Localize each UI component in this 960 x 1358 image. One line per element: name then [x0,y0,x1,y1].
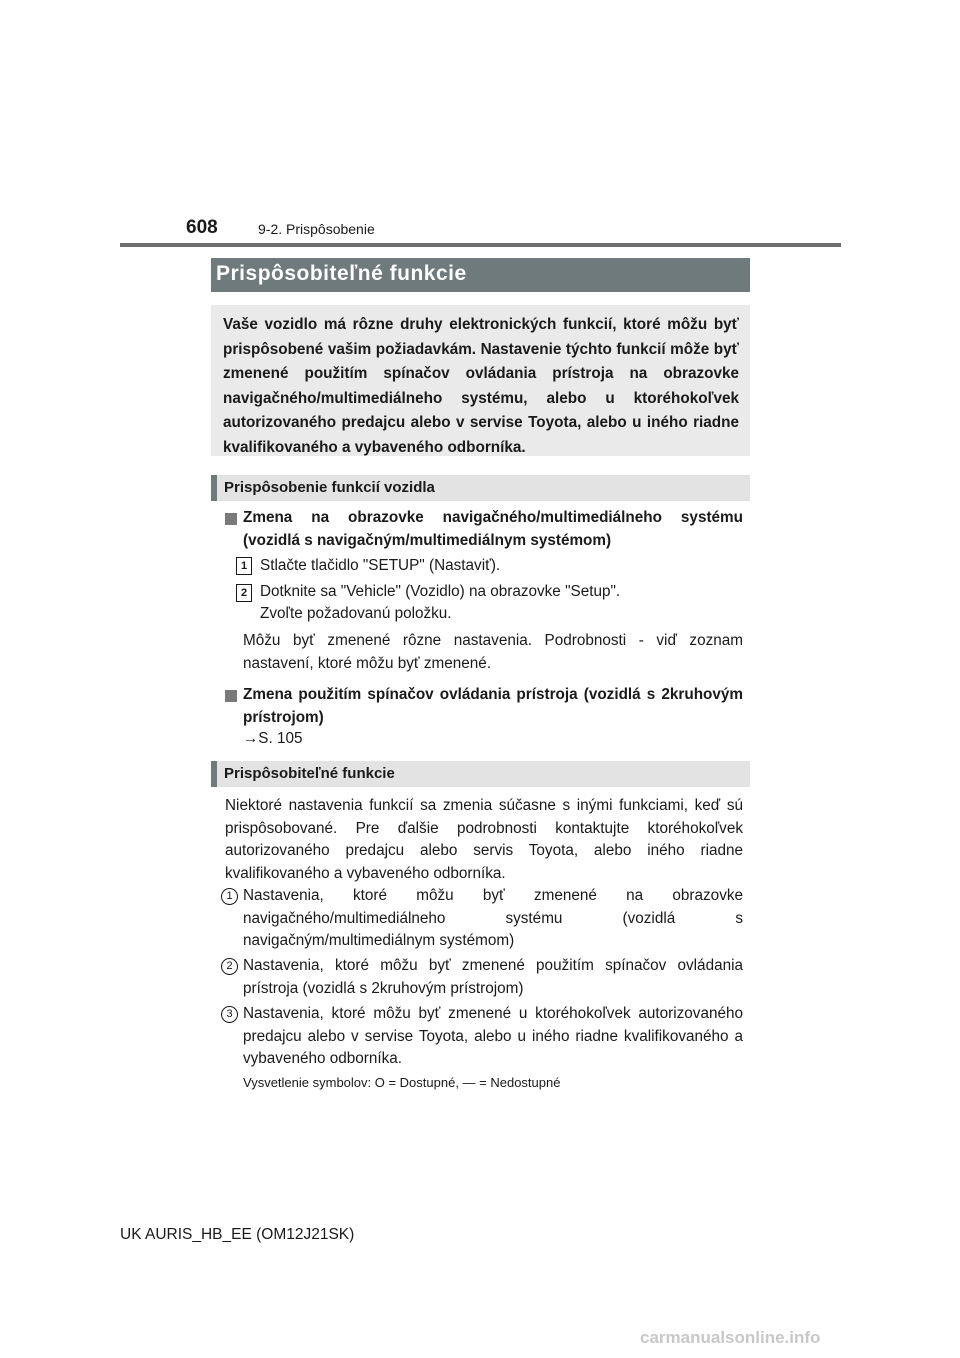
item-title-navigation: Zmena na obrazovke navigačného/multimediálneho systému (vozidlá s navigačným/multimediálnym systémom) [243,509,743,549]
item1-note: Môžu byť zmenené rôzne nastavenia. Podrobnosti - viď zoznam nastavení, ktoré môžu byť zmenené. [243,632,743,672]
heading-accent [211,761,217,787]
watermark: carmanualsonline.info [640,1328,821,1347]
section-label: 9-2. Prispôsobenie [258,221,375,237]
circle-number-3: 3 [221,1006,238,1023]
functions-paragraph: Niektoré nastavenia funkcií sa zmenia súčasne s inými funkciami, keď sú prispôsobované. Pre ďalšie podrobnosti kontaktujte ktoréhokoľvek autorizovaného predajcu alebo servis Toyota, alebo iného riadne kvalifikovaného a vybaveného odborníka. [225,797,743,882]
footer-code: UK AURIS_HB_EE (OM12J21SK) [120,1226,355,1243]
page-reference: →S. 105 [243,730,303,747]
circle-number-1: 1 [221,888,238,905]
section-heading-text: Prispôsobenie funkcií vozidla [224,479,435,496]
page-title-bar [211,258,750,292]
step-number-2: 2 [236,584,252,602]
symbol-legend: Vysvetlenie symbolov: O = Dostupné, — = Nedostupné [243,1075,561,1090]
step-text-1: Stlačte tlačidlo "SETUP" (Nastaviť). [260,557,501,574]
header-rule [120,243,841,247]
page-title: Prispôsobiteľné funkcie [216,262,467,285]
step-text-2: Dotknite sa "Vehicle" (Vozidlo) na obrazovke "Setup". [260,583,621,600]
page-number: 608 [186,217,218,238]
intro-text: Vaše vozidlo má rôzne druhy elektronických funkcií, ktoré môžu byť prispôsobené vašim požiadavkám. Nastavenie týchto funkcií môže byť zmenené použitím spínačov ovládania prístroja na obrazovke navigačného/multimediálneho systému, alebo u ktoréhokoľvek autorizovaného predajcu alebo v servise Toyota, alebo u iného riadne kvalifikovaného a vybaveného odborníka. [223,316,739,456]
heading-accent [211,475,217,501]
section-heading-functions [211,761,750,787]
intro-box [211,305,750,456]
bullet-square-icon [225,513,237,525]
setting-category-1: Nastavenia, ktoré môžu byť zmenené na obrazovke navigačného/multimediálneho systému (vozidlá s navigačným/multimediálnym systémom) [243,887,743,949]
setting-category-2: Nastavenia, ktoré môžu byť zmenené použitím spínačov ovládania prístroja (vozidlá s 2kruhovým prístrojom) [243,957,743,997]
setting-category-3: Nastavenia, ktoré môžu byť zmenené u ktoréhokoľvek autorizovaného predajcu alebo v servise Toyota, alebo u iného riadne kvalifikovaného a vybaveného odborníka. [243,1005,743,1067]
circle-number-2: 2 [221,958,238,975]
step-text-2b: Zvoľte požadovanú položku. [260,605,452,622]
section-heading-customization [211,475,750,501]
item-title-switches: Zmena použitím spínačov ovládania prístroja (vozidlá s 2kruhovým prístrojom) [243,686,743,726]
bullet-square-icon [225,690,237,702]
section-heading-text: Prispôsobiteľné funkcie [224,765,395,782]
step-number-1: 1 [236,557,252,575]
